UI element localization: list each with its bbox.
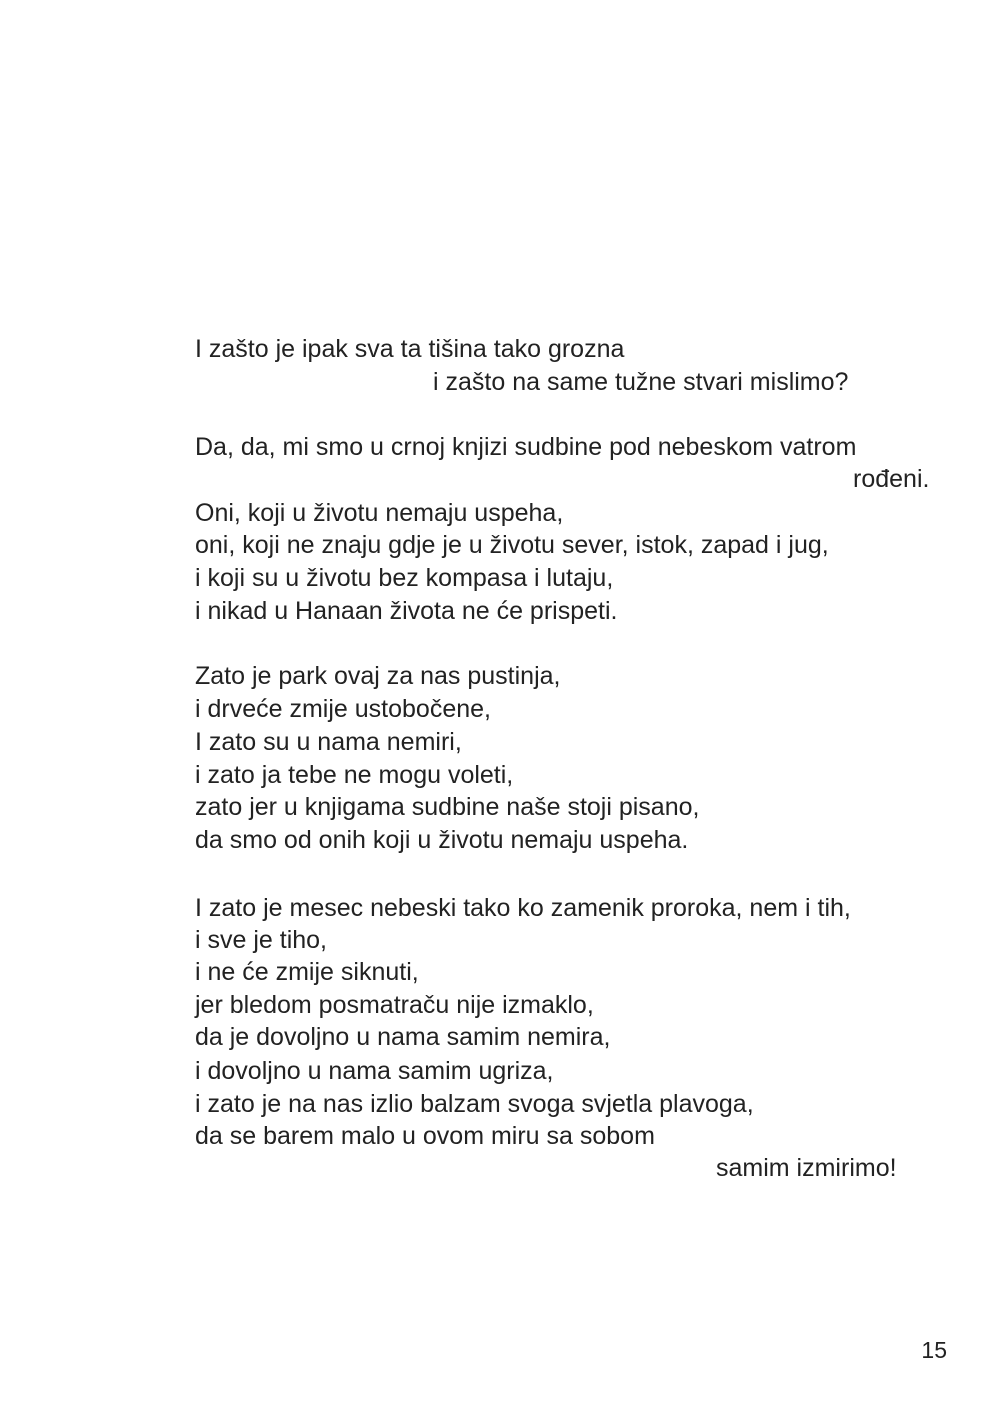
poem-line: i koji su u životu bez kompasa i lutaju, [195,564,614,592]
page-number: 15 [921,1337,947,1363]
poem-line: Oni, koji u životu nemaju uspeha, [195,499,564,527]
poem-line: I zato su u nama nemiri, [195,728,462,756]
poem-line: i nikad u Hanaan života ne će prispeti. [195,597,618,625]
poem-line: Zato je park ovaj za nas pustinja, [195,662,561,690]
poem-line: jer bledom posmatraču nije izmaklo, [195,991,594,1019]
poem-line: i zato ja tebe ne mogu voleti, [195,761,514,789]
poem-line: i ne će zmije siknuti, [195,958,419,986]
poem-line: oni, koji ne znaju gdje je u životu sever, istok, zapad i jug, [195,531,829,559]
poem-line: i zašto na same tužne stvari mislimo? [433,368,849,396]
poem-line: i zato je na nas izlio balzam svoga svjetla plavoga, [195,1090,754,1118]
poem-line: I zašto je ipak sva ta tišina tako grozna [195,335,625,363]
poem-line: i dovoljno u nama samim ugriza, [195,1057,554,1085]
poem-line: I zato je mesec nebeski tako ko zamenik proroka, nem i tih, [195,894,851,922]
poem-line: zato jer u knjigama sudbine naše stoji pisano, [195,793,700,821]
poem-line: i drveće zmije ustobočene, [195,695,491,723]
poem-line: da se barem malo u ovom miru sa sobom [195,1122,655,1150]
poem-line: da je dovoljno u nama samim nemira, [195,1023,611,1051]
poem-line: rođeni. [853,465,930,493]
poem-line: Da, da, mi smo u crnoj knjizi sudbine pod nebeskom vatrom [195,433,857,461]
poem-line: i sve je tiho, [195,926,328,954]
poem-line: samim izmirimo! [716,1154,897,1182]
poem-line: da smo od onih koji u životu nemaju uspeha. [195,826,689,854]
